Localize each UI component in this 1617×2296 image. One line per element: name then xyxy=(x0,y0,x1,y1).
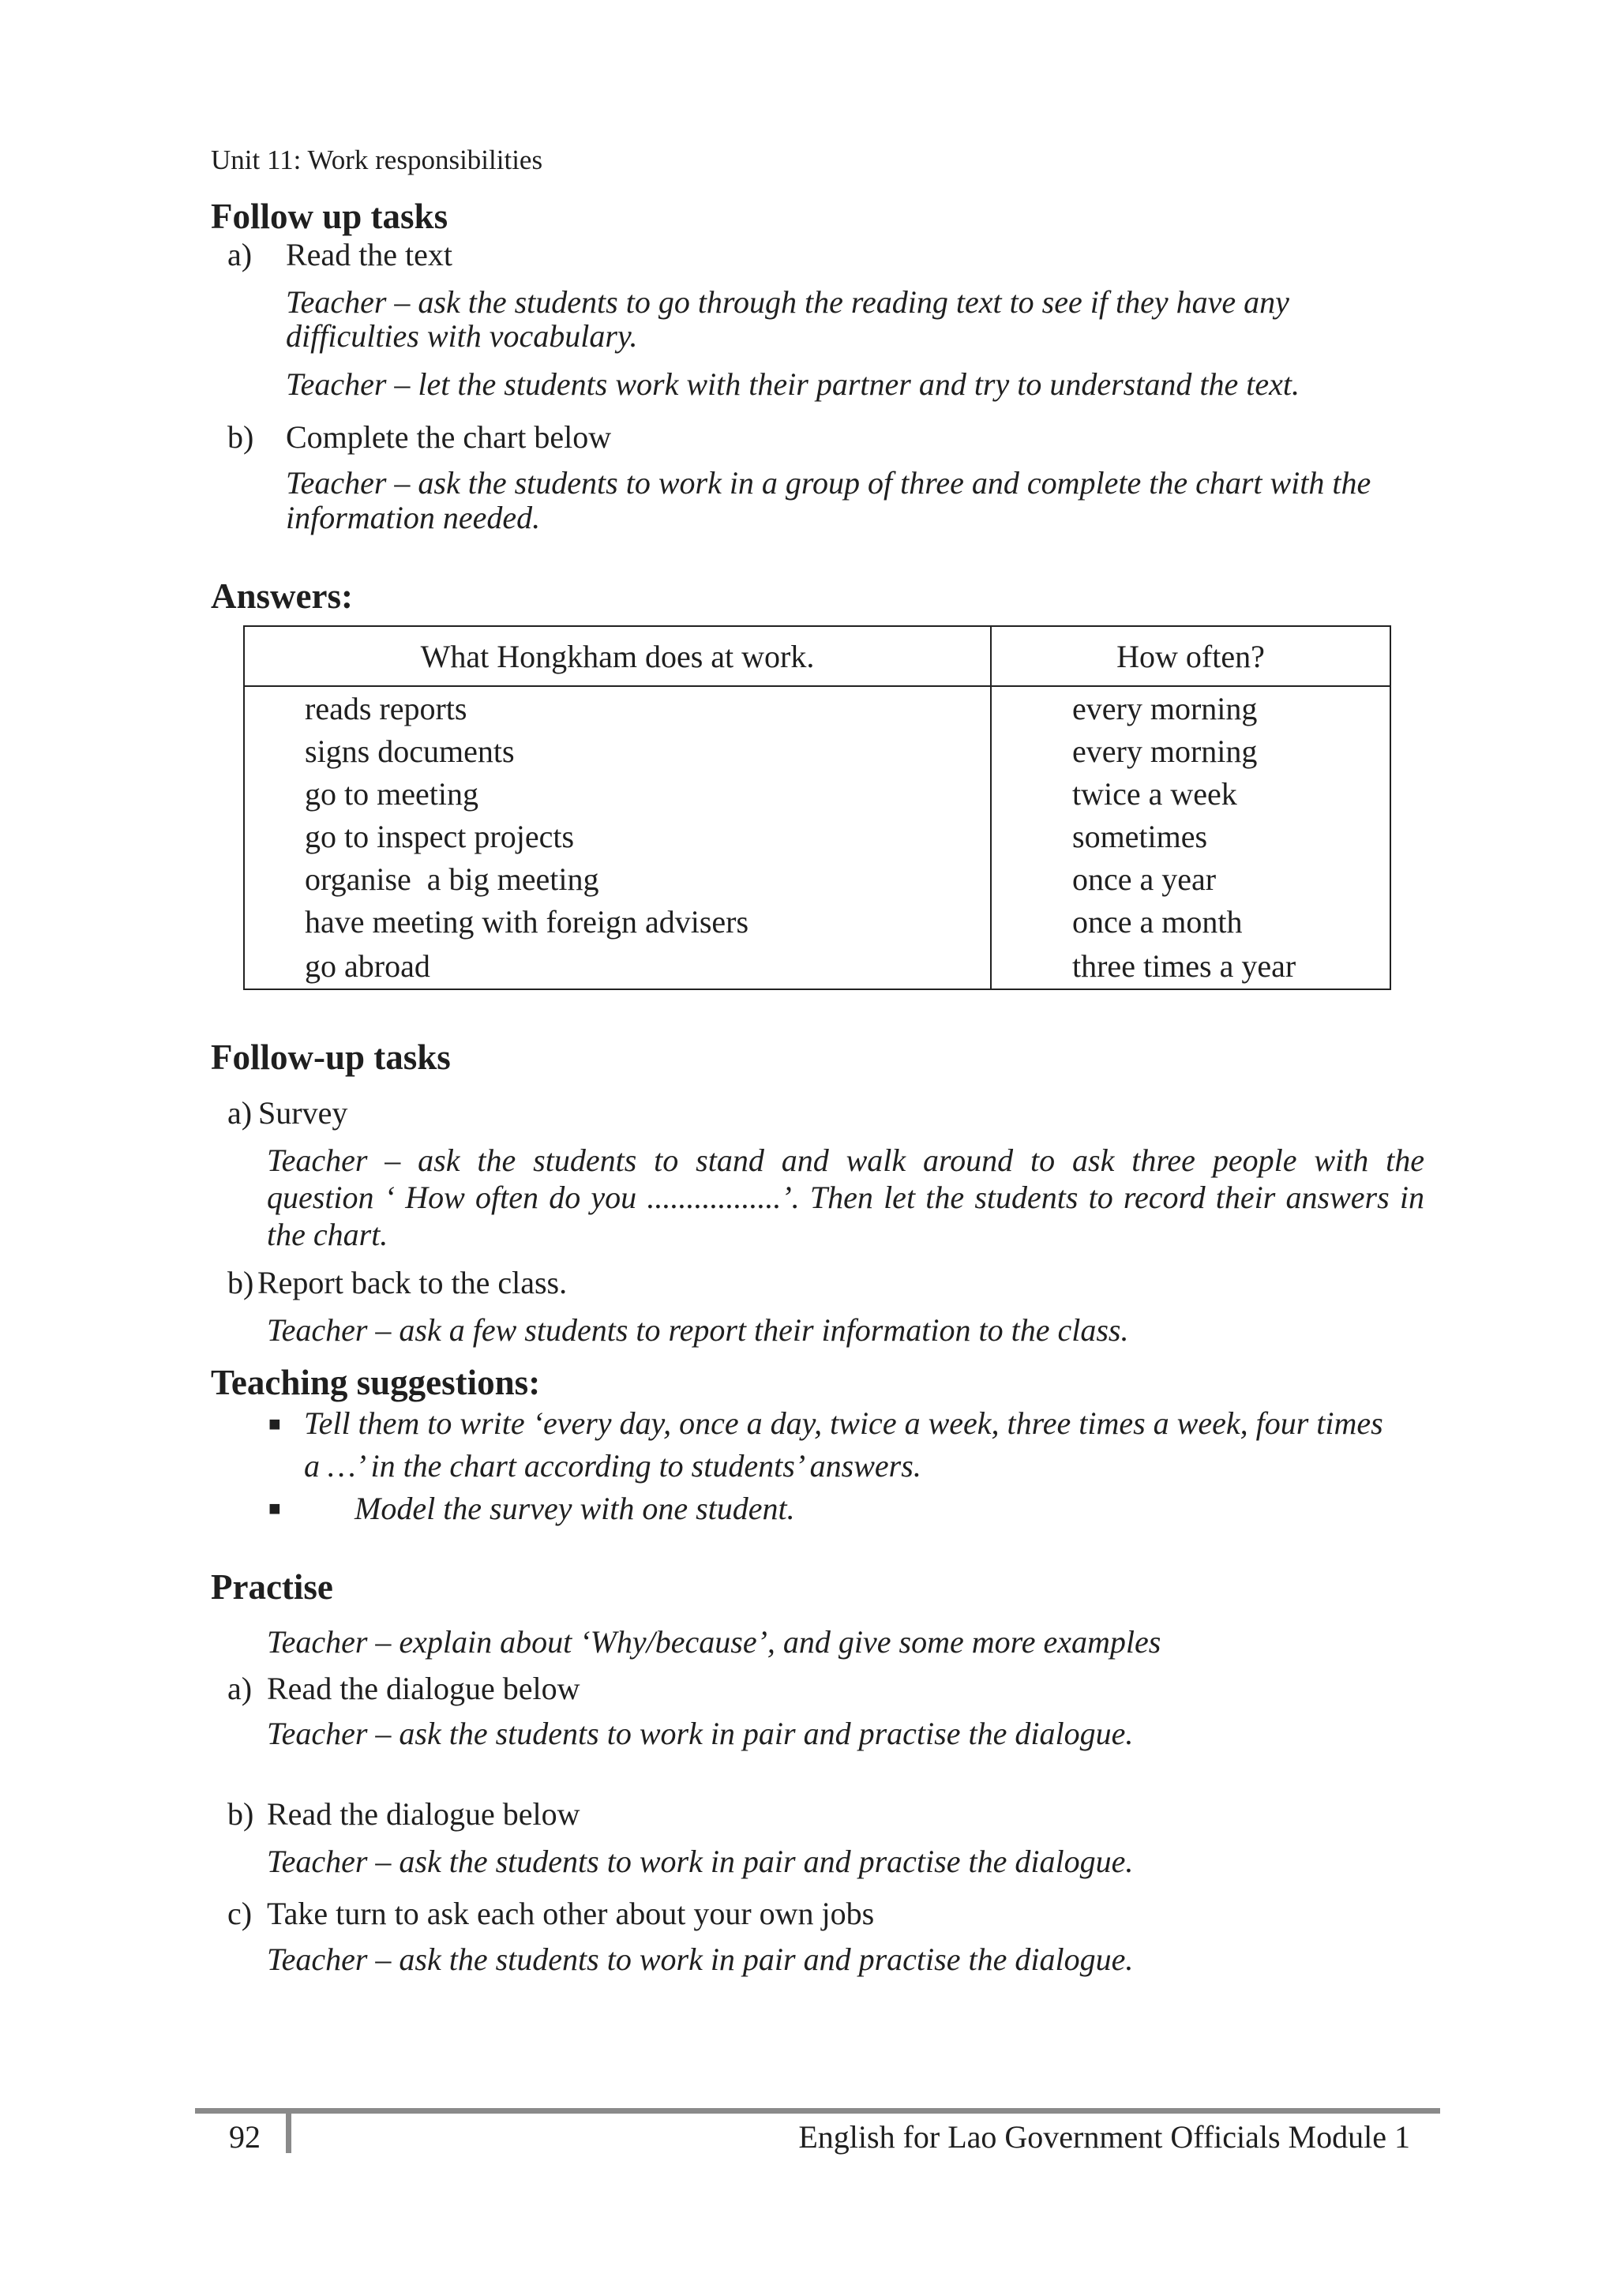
answers-heading: Answers: xyxy=(211,576,353,616)
teacher-note: Teacher – ask the students to stand and walk around to ask three people with the xyxy=(267,1142,1424,1178)
unit-title: Unit 11: Work responsibilities xyxy=(211,144,543,175)
teacher-note: the chart. xyxy=(267,1217,388,1252)
frequency-cell: twice a week xyxy=(1072,775,1237,812)
item-marker-c: c) xyxy=(227,1896,253,1931)
item-marker-a: a) xyxy=(227,237,253,272)
teacher-note: Teacher – ask the students to work in a group of three and complete the chart with the xyxy=(286,465,1371,501)
bullet-icon: ■ xyxy=(268,1497,281,1520)
column-header: How often? xyxy=(991,626,1390,686)
footer-rule xyxy=(195,2108,1440,2114)
read-text-title: Read the text xyxy=(286,237,453,272)
teacher-note: Teacher – ask the students to work in pair and practise the dialogue. xyxy=(267,1844,1134,1879)
item-marker-b: b) xyxy=(227,1265,254,1300)
activity-cell: have meeting with foreign advisers xyxy=(244,900,991,943)
frequency-cell: every morning xyxy=(1072,690,1258,726)
teacher-note: Teacher – ask a few students to report their information to the class. xyxy=(267,1312,1129,1348)
activity-cell: go to meeting xyxy=(244,772,991,815)
teaching-suggestions-heading: Teaching suggestions: xyxy=(211,1363,541,1402)
frequency-cell: every morning xyxy=(1072,733,1258,769)
table-row xyxy=(244,943,1390,989)
activity-cell: reads reports xyxy=(244,686,991,730)
teacher-note: Teacher – ask the students to work in pair and practise the dialogue. xyxy=(267,1716,1134,1751)
item-marker-a: a) xyxy=(227,1671,253,1706)
activity-cell: go to inspect projects xyxy=(244,815,991,857)
item-marker-b: b) xyxy=(227,419,254,455)
answers-table xyxy=(243,625,1391,990)
teacher-note: Teacher – ask the students to work in pair and practise the dialogue. xyxy=(267,1941,1134,1977)
table-row xyxy=(244,857,1390,900)
item-marker-b: b) xyxy=(227,1796,254,1832)
frequency-cell: once a year xyxy=(1072,861,1217,897)
suggestion-text: Model the survey with one student. xyxy=(355,1491,795,1526)
teacher-note: information needed. xyxy=(286,500,541,535)
book-title: English for Lao Government Officials Module 1 xyxy=(798,2119,1410,2155)
table-row xyxy=(244,900,1390,943)
suggestion-text: a …’ in the chart according to students’ answers. xyxy=(304,1448,921,1484)
item-marker-a: a) xyxy=(227,1095,253,1131)
activity-cell: organise a big meeting xyxy=(244,857,991,900)
teacher-note: Teacher – explain about ‘Why/because’, and give some more examples xyxy=(267,1624,1161,1660)
teacher-note: Teacher – let the students work with their partner and try to understand the text. xyxy=(286,366,1300,402)
report-back-title: Report back to the class. xyxy=(257,1265,568,1300)
activity-cell: signs documents xyxy=(244,730,991,772)
survey-title: Survey xyxy=(258,1095,348,1131)
complete-chart-title: Complete the chart below xyxy=(286,419,612,455)
page-number: 92 xyxy=(229,2119,261,2155)
read-dialogue-title: Read the dialogue below xyxy=(267,1671,580,1706)
activity-cell: go abroad xyxy=(244,943,991,989)
table-row xyxy=(244,686,1390,730)
follow-up-heading: Follow-up tasks xyxy=(211,1037,451,1077)
teacher-note: question ‘ How often do you .................’. Then let the students to record their answers in xyxy=(267,1180,1424,1215)
frequency-cell: once a month xyxy=(1072,903,1243,940)
take-turn-title: Take turn to ask each other about your own jobs xyxy=(267,1896,875,1931)
frequency-cell: three times a year xyxy=(1072,947,1296,984)
footer-divider xyxy=(286,2114,291,2153)
teacher-note: Teacher – ask the students to go through the reading text to see if they have any xyxy=(286,284,1289,320)
suggestion-text: Tell them to write ‘every day, once a day, twice a week, three times a week, four times xyxy=(304,1405,1383,1441)
teacher-note: difficulties with vocabulary. xyxy=(286,318,638,354)
frequency-cell: sometimes xyxy=(1072,818,1208,854)
table-row xyxy=(244,730,1390,772)
read-dialogue-title: Read the dialogue below xyxy=(267,1796,580,1832)
follow-up-heading: Follow up tasks xyxy=(211,197,448,236)
column-header: What Hongkham does at work. xyxy=(244,626,991,686)
practise-heading: Practise xyxy=(211,1567,333,1607)
table-row xyxy=(244,815,1390,857)
bullet-icon: ■ xyxy=(268,1412,281,1435)
table-row xyxy=(244,772,1390,815)
table-header-row xyxy=(244,626,1390,686)
